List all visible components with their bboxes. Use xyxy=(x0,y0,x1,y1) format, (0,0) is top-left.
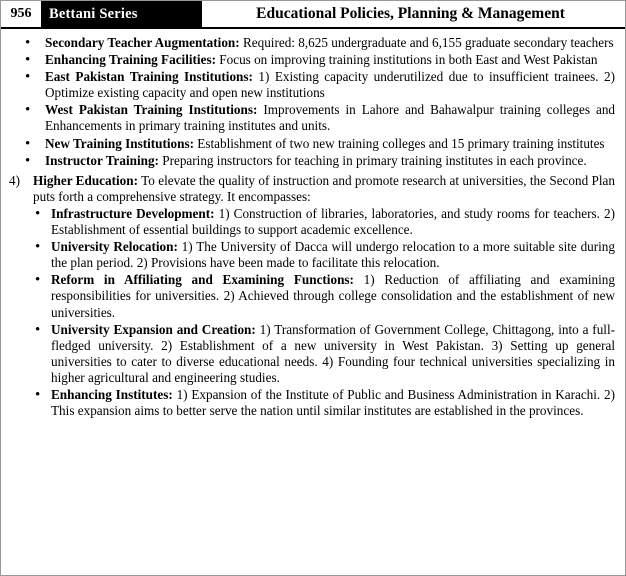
bullet-text: 1) The University of Dacca will undergo relocation to a more suitable site during the plan period. 2) Provisions have been made to facilitate this relocation. xyxy=(51,239,615,271)
bullet-lead: Infrastructure Development: xyxy=(51,205,215,221)
list-item xyxy=(7,102,615,134)
bullet-text: Focus on improving training institutions in both East and West Pakistan xyxy=(215,52,598,68)
numbered-section xyxy=(7,173,615,420)
bullet-text: 1) Existing capacity underutilized due to insufficient trainees. 2) Optimize existing capacity and open new institutions xyxy=(45,69,615,101)
bullet-text: Improvements in Lahore and Bahawalpur training colleges and Enhancements in primary training institutes and units. xyxy=(45,102,616,134)
bullet-lead: New Training Institutions: xyxy=(45,135,194,151)
bullet-text: 1) Construction of libraries, laboratories, and study rooms for teachers. 2) Establishment of essential buildings to support academic excellence. xyxy=(51,205,615,238)
series-label: Bettani Series xyxy=(41,1,202,27)
section-intro-paragraph xyxy=(33,173,615,205)
section-bullet-list xyxy=(33,206,615,419)
top-bullet-list xyxy=(7,35,615,169)
bullet-lead: Instructor Training: xyxy=(45,152,159,168)
bullet-lead: West Pakistan Training Institutions: xyxy=(45,102,258,118)
page-content xyxy=(1,29,625,420)
list-item xyxy=(33,322,615,386)
bullet-text: 1) Transformation of Government College, Chittagong, into a full-fledged university. 2) Establishment of a new university in West Pakistan. 3) Setting up general universities to cater to diverse educational needs. 4) Founding four technical universities specializing in higher agricultural and engineering studies. xyxy=(51,321,616,385)
section-number: 4) xyxy=(9,172,20,188)
list-item xyxy=(7,52,615,68)
section-body xyxy=(33,173,615,420)
page-header xyxy=(1,1,625,29)
bullet-lead: Enhancing Training Facilities: xyxy=(45,52,216,68)
bullet-text: Required: 8,625 undergraduate and 6,155 graduate secondary teachers xyxy=(239,35,614,50)
bullet-lead: Reform in Affiliating and Examining Functions: xyxy=(51,272,354,288)
bullet-text: Establishment of two new training colleges and 15 primary training institutes xyxy=(194,135,605,151)
list-item xyxy=(7,136,615,152)
section-intro-text: To elevate the quality of instruction and promote research at universities, the Second Plan puts forth a comprehensive strategy. It encompasses: xyxy=(33,172,616,204)
list-item xyxy=(33,272,615,320)
bullet-lead: University Relocation: xyxy=(51,239,178,255)
list-item xyxy=(33,239,615,271)
list-item xyxy=(33,387,615,419)
page-number: 956 xyxy=(10,6,32,21)
bullet-lead: East Pakistan Training Institutions: xyxy=(45,69,253,85)
bullet-lead: Enhancing Institutes: xyxy=(51,386,173,402)
list-item xyxy=(7,69,615,101)
bullet-lead: Secondary Teacher Augmentation: xyxy=(45,35,240,50)
list-item xyxy=(33,206,615,238)
section-title: Higher Education: xyxy=(33,172,138,188)
list-item xyxy=(7,153,615,169)
bullet-text: 1) Reduction of affiliating and examining responsibilities for universities. 2) Achieved through college consolidation and the establishment of new universities. xyxy=(51,272,615,320)
bullet-text: Preparing instructors for teaching in primary training institutes in each province. xyxy=(158,152,587,168)
bullet-lead: University Expansion and Creation: xyxy=(51,321,256,337)
bullet-text: 1) Expansion of the Institute of Public and Business Administration in Karachi. 2) This expansion aims to better serve the nation until similar institutes are established in the provinces. xyxy=(51,386,615,419)
list-item xyxy=(7,35,615,51)
page-title: Educational Policies, Planning & Management xyxy=(256,5,565,22)
